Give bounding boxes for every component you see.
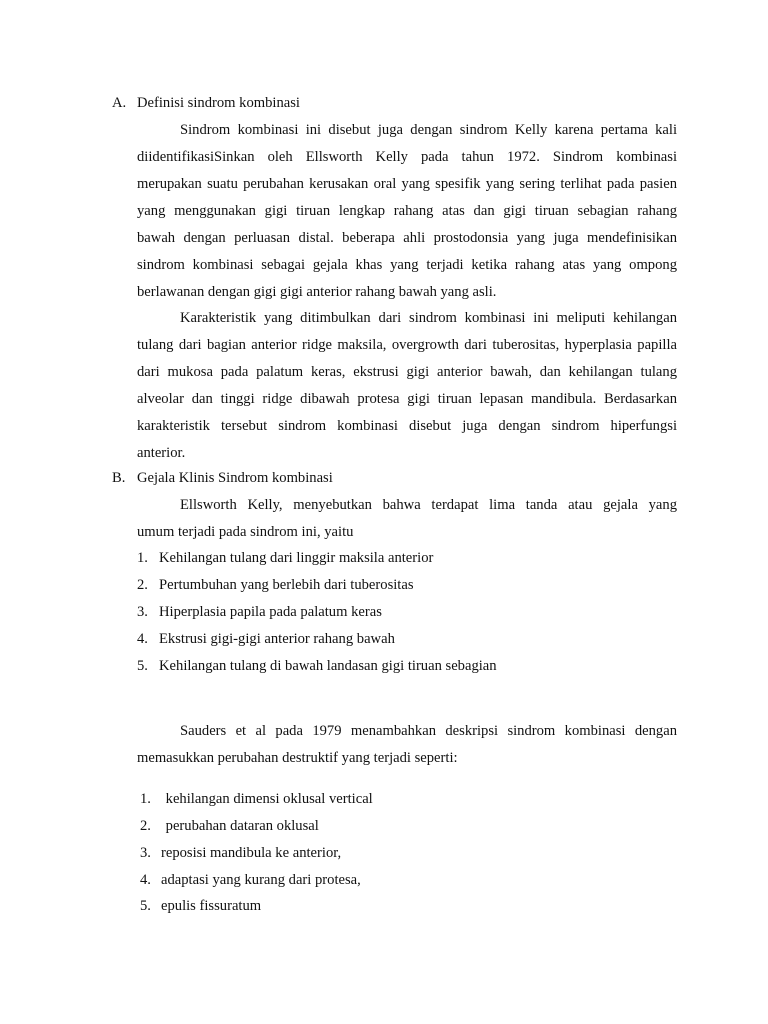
paragraph-1-line: yang menggunakan gigi tiruan lengkap rahang atas dan gigi tiruan sebagian rahang	[137, 203, 677, 219]
section-b-marker: B.	[112, 470, 126, 486]
list2-item-number: 3.	[140, 845, 151, 861]
section-b-intro-line: Ellsworth Kelly, menyebutkan bahwa terdapat lima tanda atau gejala yang	[180, 497, 677, 513]
list2-item-number: 1.	[140, 791, 151, 807]
list-item-text: Hiperplasia papila pada palatum keras	[159, 604, 382, 620]
list2-item-number: 2.	[140, 818, 151, 834]
paragraph-2-line: karakteristik tersebut sindrom kombinasi disebut juga dengan sindrom hiperfungsi	[137, 418, 677, 434]
list2-item-text: adaptasi yang kurang dari protesa,	[161, 872, 361, 888]
paragraph-1-line: sindrom kombinasi sebagai gejala khas yang terjadi ketika rahang atas yang ompong	[137, 257, 677, 273]
section-a-marker: A.	[112, 95, 127, 111]
list-item-number: 3.	[137, 604, 148, 620]
paragraph-2-line: dari mukosa pada palatum keras, ekstrusi gigi anterior bawah, dan kehilangan tulang	[137, 364, 677, 380]
paragraph-1-line: Sindrom kombinasi ini disebut juga dengan sindrom Kelly karena pertama kali	[180, 122, 677, 138]
list2-item-text: reposisi mandibula ke anterior,	[161, 845, 342, 861]
paragraph-2-line: Karakteristik yang ditimbulkan dari sindrom kombinasi ini meliputi kehilangan	[180, 310, 677, 326]
paragraph-2-line: anterior.	[137, 445, 186, 461]
paragraph-2-line: alveolar dan tinggi ridge dibawah protesa gigi tiruan lepasan mandibula. Berdasarkan	[137, 391, 677, 407]
paragraph-3-line: Sauders et al pada 1979 menambahkan deskripsi sindrom kombinasi dengan	[180, 723, 677, 739]
list-item-text: Ekstrusi gigi-gigi anterior rahang bawah	[159, 631, 395, 647]
section-b-intro-line: umum terjadi pada sindrom ini, yaitu	[137, 524, 354, 540]
paragraph-3-line: memasukkan perubahan destruktif yang terjadi seperti:	[137, 750, 458, 766]
list-item-text: Kehilangan tulang dari linggir maksila anterior	[159, 550, 434, 566]
list2-item-text: epulis fissuratum	[161, 898, 262, 914]
paragraph-1-line: merupakan suatu perubahan kerusakan oral yang spesifik yang sering terlihat pada pasien	[137, 176, 677, 192]
list2-item-number: 4.	[140, 872, 151, 888]
list-item-text: Kehilangan tulang di bawah landasan gigi tiruan sebagian	[159, 658, 497, 674]
section-b-heading: Gejala Klinis Sindrom kombinasi	[137, 470, 333, 486]
paragraph-1-line: diidentifikasiSinkan oleh Ellsworth Kelly pada tahun 1972. Sindrom kombinasi	[137, 149, 677, 165]
paragraph-1-line: bawah dengan perluasan distal. beberapa ahli prostodonsia yang juga mendefinisikan	[137, 230, 677, 246]
list2-item-text: perubahan dataran oklusal	[162, 818, 319, 834]
list-item-number: 2.	[137, 577, 148, 593]
list2-item-number: 5.	[140, 898, 151, 914]
section-a-heading: Definisi sindrom kombinasi	[137, 95, 300, 111]
list-item-number: 4.	[137, 631, 148, 647]
list-item-text: Pertumbuhan yang berlebih dari tuberositas	[159, 577, 414, 593]
paragraph-2-line: tulang dari bagian anterior ridge maksila, overgrowth dari tuberositas, hyperplasia papilla	[137, 337, 677, 353]
list-item-number: 5.	[137, 658, 148, 674]
list-item-number: 1.	[137, 550, 148, 566]
paragraph-1-line: berlawanan dengan gigi gigi anterior rahang bawah yang asli.	[137, 284, 497, 300]
list2-item-text: kehilangan dimensi oklusal vertical	[162, 791, 373, 807]
